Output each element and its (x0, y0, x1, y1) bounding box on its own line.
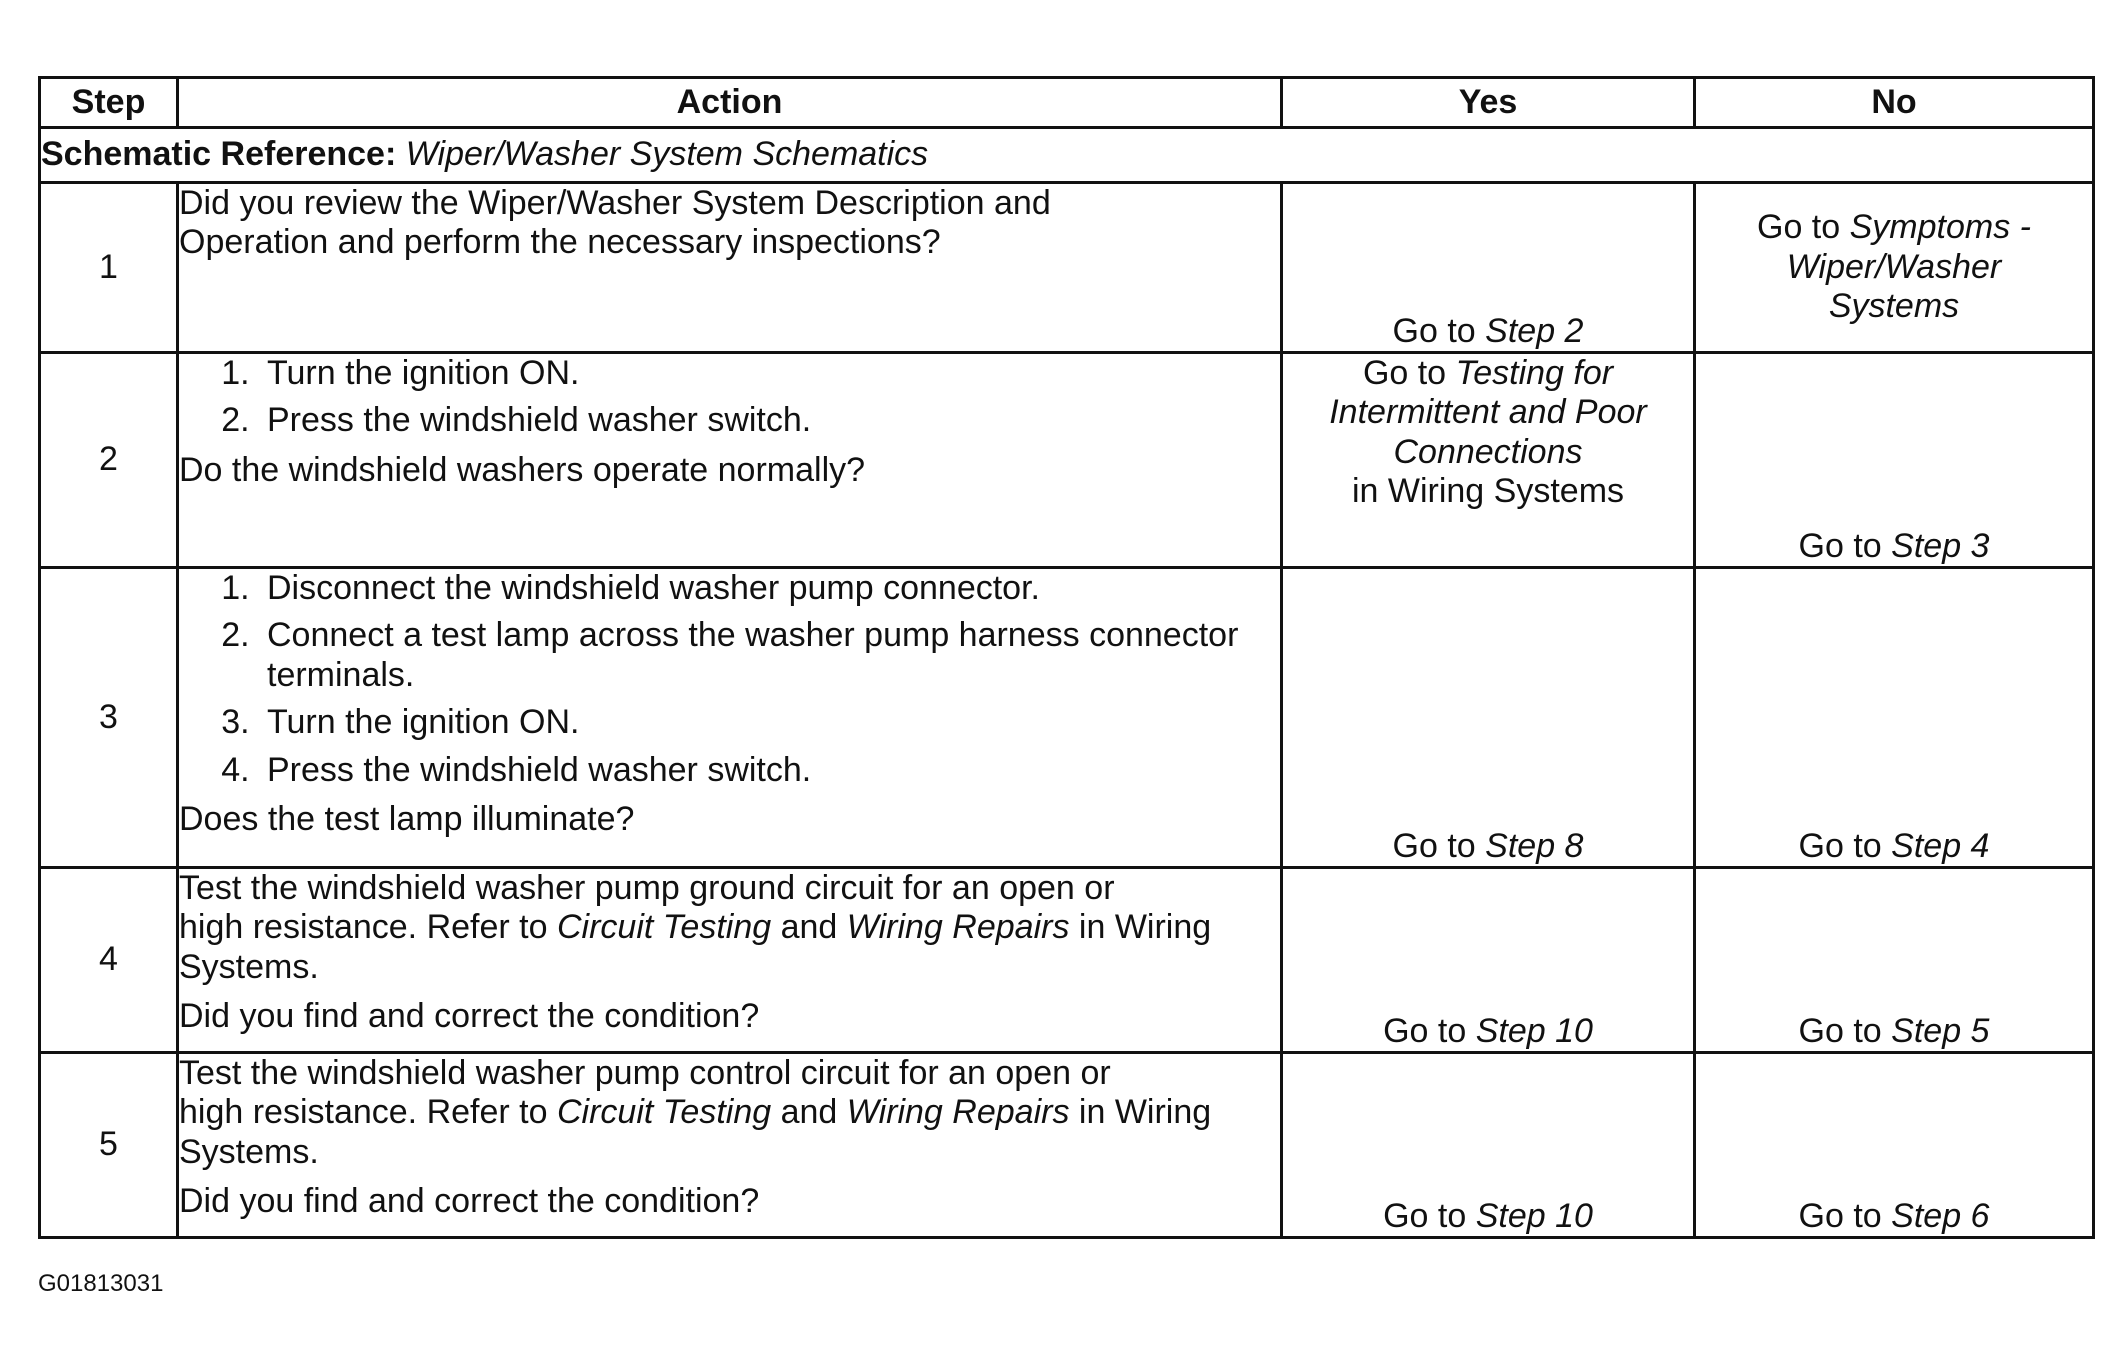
no-prefix: Go to (1798, 526, 1882, 565)
yes-cell (1282, 1053, 1695, 1238)
no-cell (1695, 183, 2094, 353)
action-text (179, 1054, 1280, 1172)
yes-prefix: Go to (1392, 311, 1476, 350)
figure-id: G01813031 (38, 1270, 164, 1297)
no-ref-link[interactable]: Step 4 (1891, 826, 1990, 865)
action-question: Did you find and correct the condition? (179, 1182, 760, 1221)
no-cell (1695, 353, 2094, 568)
schematic-link[interactable]: Wiper/Washer System Schematics (405, 135, 929, 174)
action-list (179, 354, 1280, 441)
list-item: 1. Turn the ignition ON. (259, 354, 1280, 393)
action-cell (178, 183, 1282, 353)
yes-ref-link[interactable]: Testing for Intermittent and Poor Connections (1329, 354, 1647, 471)
schematic-label: Schematic Reference: (41, 135, 397, 174)
list-item: 2. Connect a test lamp across the washer pump harness connector terminals. (259, 616, 1280, 695)
no-cell (1695, 868, 2094, 1053)
action-text-a: Test the windshield washer pump control circuit for an open or high resistance. Refer to (179, 1054, 1111, 1132)
yes-ref-link[interactable]: Step 10 (1475, 1196, 1593, 1235)
table-row (40, 868, 2094, 1053)
yes-cell (1282, 353, 1695, 568)
no-prefix: Go to (1757, 208, 1841, 247)
step-number: 5 (40, 1053, 178, 1238)
action-cell (178, 353, 1282, 568)
yes-prefix: Go to (1362, 354, 1447, 392)
circuit-testing-link[interactable]: Circuit Testing (556, 1093, 772, 1132)
yes-cell (1282, 568, 1695, 868)
yes-prefix: Go to (1383, 1196, 1467, 1235)
action-text: Did you review the Wiper/Washer System Description and Operation and perform the necessary inspections? (179, 184, 1051, 262)
table-row (40, 353, 2094, 568)
action-cell (178, 868, 1282, 1053)
table-row (40, 568, 2094, 868)
list-item: 1. Disconnect the windshield washer pump connector. (259, 569, 1280, 608)
wiring-repairs-link[interactable]: Wiring Repairs (846, 908, 1070, 947)
list-item: 2. Press the windshield washer switch. (259, 401, 1280, 440)
no-ref-link[interactable]: Step 3 (1891, 526, 1990, 565)
yes-prefix: Go to (1383, 1011, 1467, 1050)
header-row (40, 78, 2094, 128)
header-no: No (1695, 78, 2094, 128)
table-row (40, 1053, 2094, 1238)
no-prefix: Go to (1798, 1011, 1882, 1050)
circuit-testing-link[interactable]: Circuit Testing (556, 908, 772, 947)
yes-prefix: Go to (1392, 826, 1476, 865)
action-question: Does the test lamp illuminate? (179, 800, 635, 839)
yes-ref-link[interactable]: Step 10 (1475, 1011, 1593, 1050)
list-item: 4. Press the windshield washer switch. (259, 751, 1280, 790)
action-cell (178, 1053, 1282, 1238)
no-ref-link[interactable]: Symptoms - Wiper/Washer Systems (1786, 208, 2031, 326)
action-and: and (780, 908, 838, 947)
header-step: Step (40, 78, 178, 128)
list-item: 3. Turn the ignition ON. (259, 703, 1280, 742)
action-text (179, 869, 1280, 987)
no-prefix: Go to (1798, 1196, 1882, 1235)
action-cell (178, 568, 1282, 868)
no-ref-link[interactable]: Step 5 (1891, 1011, 1990, 1050)
yes-cell (1282, 868, 1695, 1053)
schematic-row (40, 128, 2094, 183)
yes-suffix: in Wiring Systems (1351, 472, 1625, 511)
action-question: Did you find and correct the condition? (179, 997, 760, 1036)
action-list (179, 569, 1280, 790)
header-action: Action (178, 78, 1282, 128)
schematic-reference (40, 128, 2094, 183)
action-question: Do the windshield washers operate normally? (179, 450, 866, 489)
header-yes: Yes (1282, 78, 1695, 128)
action-text-b: in Wiring Systems. (179, 1093, 1212, 1171)
step-number: 1 (40, 183, 178, 353)
no-ref-link[interactable]: Step 6 (1891, 1196, 1990, 1235)
action-text-a: Test the windshield washer pump ground circuit for an open or high resistance. Refer to (179, 869, 1115, 947)
no-prefix: Go to (1798, 826, 1882, 865)
yes-ref-link[interactable]: Step 2 (1485, 311, 1584, 350)
step-number: 4 (40, 868, 178, 1053)
yes-ref-link[interactable]: Step 8 (1485, 826, 1584, 865)
step-number: 3 (40, 568, 178, 868)
no-cell (1695, 1053, 2094, 1238)
no-cell (1695, 568, 2094, 868)
wiring-repairs-link[interactable]: Wiring Repairs (846, 1093, 1070, 1132)
step-number: 2 (40, 353, 178, 568)
table-row (40, 183, 2094, 353)
yes-cell (1282, 183, 1695, 353)
action-and: and (780, 1093, 838, 1132)
diagnostic-table (38, 76, 2095, 1239)
action-text-b: in Wiring Systems. (179, 908, 1212, 986)
